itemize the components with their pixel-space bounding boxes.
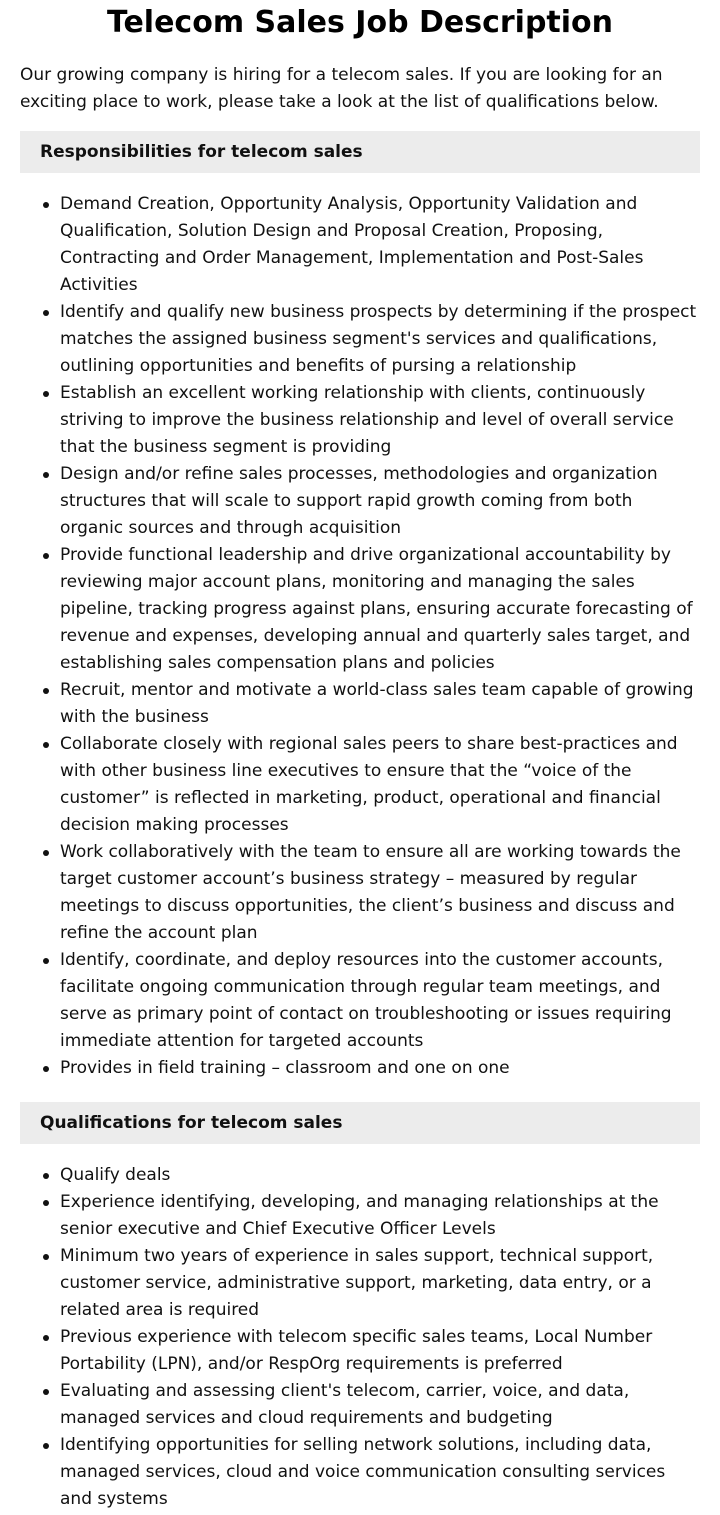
responsibility-item: Identify, coordinate, and deploy resources into the customer accounts, facilitate ongoing communication through regular team meetings, and serve as primary point of contact on troubleshooting or issues requiring immediate attention for targeted accounts — [60, 947, 700, 1055]
responsibility-item: Design and/or refine sales processes, methodologies and organization structures that will scale to support rapid growth coming from both organic sources and through acquisition — [60, 461, 700, 542]
responsibility-item: Provides in field training – classroom and one on one — [60, 1055, 700, 1082]
responsibility-item: Identify and qualify new business prospects by determining if the prospect matches the assigned business segment's services and qualifications, outlining opportunities and benefits of pursing a relationship — [60, 299, 700, 380]
page-title: Telecom Sales Job Description — [106, 5, 614, 40]
qualification-item: Minimum two years of experience in sales support, technical support, customer service, administrative support, marketing, data entry, or a related area is required — [60, 1243, 700, 1324]
responsibility-item: Recruit, mentor and motivate a world-class sales team capable of growing with the business — [60, 677, 700, 731]
qualification-item: Qualify deals — [60, 1162, 700, 1189]
qualification-item: Previous experience with telecom specific sales teams, Local Number Portability (LPN), and/or RespOrg requirements is preferred — [60, 1324, 700, 1378]
qualification-item: Experience identifying, developing, and managing relationships at the senior executive and Chief Executive Officer Levels — [60, 1189, 700, 1243]
qualifications-heading: Qualifications for telecom sales — [20, 1102, 700, 1144]
qualification-item: Evaluating and assessing client's telecom, carrier, voice, and data, managed services and cloud requirements and budgeting — [60, 1378, 700, 1432]
responsibility-item: Work collaboratively with the team to ensure all are working towards the target customer account’s business strategy – measured by regular meetings to discuss opportunities, the client’s business and discuss and refine the account plan — [60, 839, 700, 947]
responsibilities-list — [20, 191, 700, 1082]
responsibility-item: Provide functional leadership and drive organizational accountability by reviewing major account plans, monitoring and managing the sales pipeline, tracking progress against plans, ensuring accurate forecasting of revenue and expenses, developing annual and quarterly sales target, and establishing sales compensation plans and policies — [60, 542, 700, 677]
responsibility-item: Demand Creation, Opportunity Analysis, Opportunity Validation and Qualification, Solution Design and Proposal Creation, Proposing, Contracting and Order Management, Implementation and Post-Sales Activities — [60, 191, 700, 299]
responsibility-item: Establish an excellent working relationship with clients, continuously striving to improve the business relationship and level of overall service that the business segment is providing — [60, 380, 700, 461]
responsibilities-heading: Responsibilities for telecom sales — [20, 131, 700, 173]
qualification-item: Identifying opportunities for selling network solutions, including data, managed services, cloud and voice communication consulting services and systems — [60, 1432, 700, 1513]
responsibility-item: Collaborate closely with regional sales peers to share best-practices and with other business line executives to ensure that the “voice of the customer” is reflected in marketing, product, operational and financial decision making processes — [60, 731, 700, 839]
qualifications-list — [20, 1162, 700, 1513]
intro-paragraph: Our growing company is hiring for a telecom sales. If you are looking for an exciting place to work, please take a look at the list of qualifications below. — [20, 65, 663, 112]
